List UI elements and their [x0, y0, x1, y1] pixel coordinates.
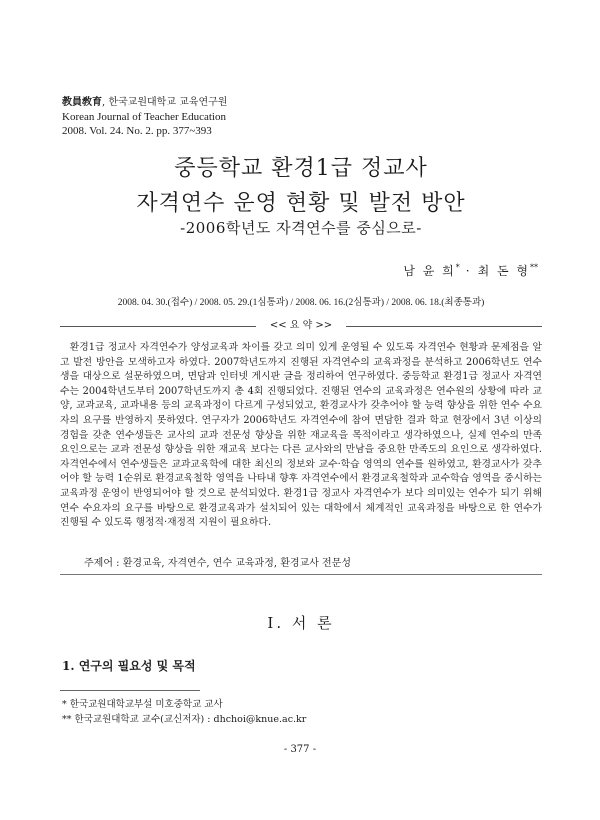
abstract-text: 환경1급 정교사 자격연수가 양성교육과 차이를 갖고 의미 있게 운영될 수 있도록 자격연수 현황과 문제점을 알고 발전 방안을 모색하고자 하였다. 2007학년도까지 진행된 자격연수의 교육과정을 분석하고 2006학년도 연수생을 대상으로 설문하였으며, 면담과 인터넷 게시판 글을 정리하여 연구하였다. 중등학교 환경1급 정교사 자격연수는 2004학년도부터 2007학년도까지 총 4회 진행되었다. 진행된 연수의 교육과정은 연수원의 상황에 따라 교양, 교과교육, 교과내용 등의 교육과정이 다르게 구성되었고, 환경교사가 갖추어야 할 능력 향상을 위한 연수 수요자의 요구를 반영하지 못하였다. 연구자가 2006학년도 자격연수에 참여 면담한 결과 학교 현장에서 3년 이상의 경험을 갖춘 연수생들은 교사의 교과 전문성 향상을 위한 재교육을 목적이라고 생각하였으나, 실제 연수의 만족 요인으로는 교과 전문성 향상을 위한 재교육 보다는 다른 교사와의 만남을 중요한 만족도의 요인으로 생각하였다. 자격연수에서 연수생들은 교과교육학에 대한 최신의 정보와 교수·학습 영역의 연수를 원하였고, 환경교사가 갖추어야 할 능력 1순위로 환경교육철학 영역을 나타내 향후 자격연수에서 환경교육철학과 교수학습 영역을 중시하는 교육과정 운영이 반영되어야 할 것으로 분석되었다. 환경1급 정교사 자격연수가 보다 의미있는 연수가 되기 위해 연수 수요자의 요구를 바탕으로 환경교육과가 설치되어 있는 대학에서 체계적인 교육과정을 바탕으로 한 연수가 진행될 수 있도록 행정적·재정적 지원이 필요하다.	[60, 342, 542, 529]
keywords-label: 주제어 :	[84, 558, 123, 569]
paper-subtitle: -2006학년도 자격연수를 중심으로-	[180, 219, 422, 237]
journal-name: 教員敎育	[62, 97, 102, 108]
journal-name-line	[62, 96, 227, 110]
author-separator: ·	[465, 264, 472, 278]
subsection-title: 1. 연구의 필요성 및 목적	[62, 659, 196, 673]
author-mark: **	[530, 263, 538, 272]
journal-publisher: , 한국교원대학교 교육연구원	[102, 97, 228, 108]
footnote: * 한국교원대학교부설 미호중학교 교사	[62, 699, 223, 710]
paper-title-line2: 자격연수 운영 현황 및 발전 방안	[136, 191, 466, 216]
keywords-line	[84, 554, 351, 569]
page-number: - 377 -	[283, 744, 317, 755]
abstract-body	[60, 341, 542, 531]
author-name: 남 윤 희	[403, 264, 456, 278]
author-name: 최 돈 형	[477, 264, 530, 278]
footnote: ** 한국교원대학교 교수(교신저자) : dhchoi@knue.ac.kr	[62, 714, 307, 725]
journal-header	[62, 96, 227, 138]
footnote-rule	[60, 690, 200, 691]
keywords-rule	[60, 574, 542, 575]
author-line	[403, 262, 538, 279]
review-dates: 2008. 04. 30.(접수) / 2008. 05. 29.(1심통과) / 2008. 06. 16.(2심통과) / 2008. 06. 18.(최종통과)	[117, 298, 485, 308]
abstract-heading: << 요 약 >>	[269, 320, 333, 331]
author-mark: *	[455, 263, 460, 272]
divider-line-right	[346, 326, 542, 327]
journal-volume: 2008. Vol. 24. No. 2. pp. 377~393	[62, 125, 212, 137]
section-title: Ⅰ. 서 론	[267, 614, 335, 632]
keywords-text: 환경교육, 자격연수, 연수 교육과정, 환경교사 전문성	[122, 558, 352, 569]
paper-title-line1: 중등학교 환경1급 정교사	[174, 156, 428, 181]
abstract-divider	[60, 320, 542, 332]
journal-name-en: Korean Journal of Teacher Education	[62, 111, 226, 123]
